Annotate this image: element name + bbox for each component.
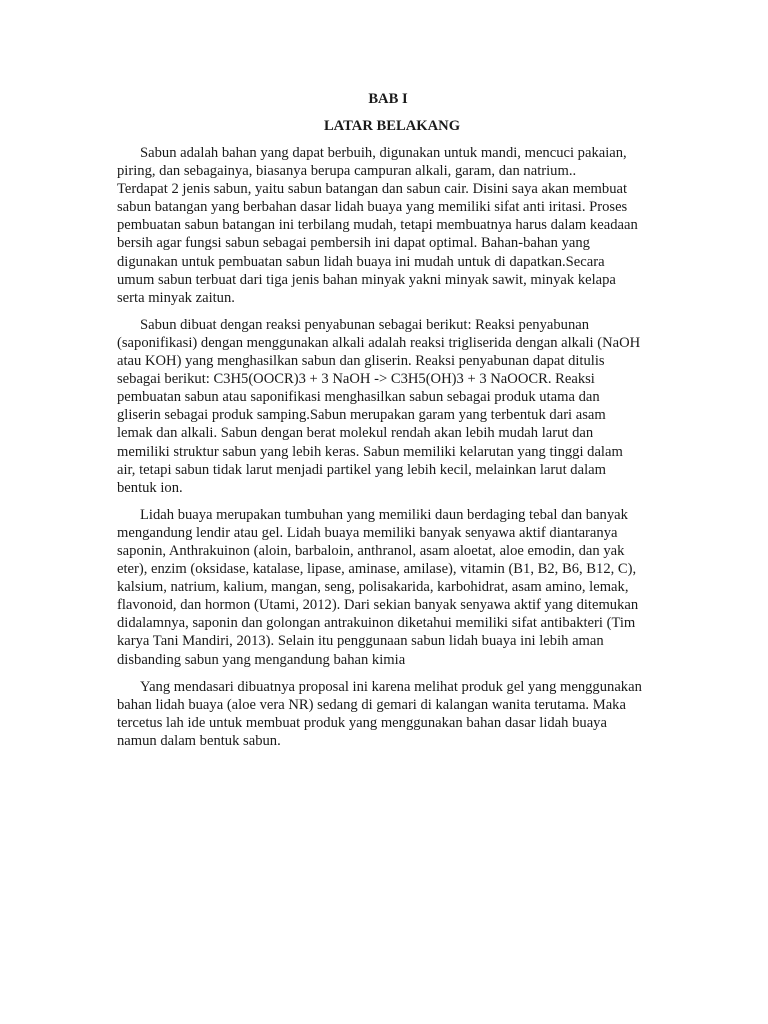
paragraph-line: (saponifikasi) dengan menggunakan alkali adalah reaksi trigliserida dengan alkali (NaOH xyxy=(117,334,641,351)
paragraph-line: gliserin sebagai produk samping.Sabun merupakan garam yang terbentuk dari asam xyxy=(117,407,606,424)
document-body xyxy=(117,144,679,759)
paragraph-line: Lidah buaya merupakan tumbuhan yang memiliki daun berdaging tebal dan banyak xyxy=(140,506,628,523)
paragraph-line: sabun batangan yang berbahan dasar lidah buaya yang memiliki sifat anti iritasi. Proses xyxy=(117,199,628,216)
paragraph-line: bersih agar fungsi sabun sebagai pembersih ini dapat optimal. Bahan-bahan yang xyxy=(117,235,590,252)
paragraph-line: serta minyak zaitun. xyxy=(117,289,235,306)
paragraph-3 xyxy=(117,506,679,669)
paragraph-line: Yang mendasari dibuatnya proposal ini karena melihat produk gel yang menggunakan xyxy=(140,678,642,695)
paragraph-line: tercetus lah ide untuk membuat produk yang menggunakan bahan dasar lidah buaya xyxy=(117,714,607,731)
paragraph-line: atau KOH) yang menghasilkan sabun dan gliserin. Reaksi penyabunan dapat ditulis xyxy=(117,353,605,370)
paragraph-4 xyxy=(117,678,679,750)
paragraph-line: pembuatan sabun batangan ini terbilang mudah, tetapi membuatnya harus dalam keadaan xyxy=(117,217,638,234)
paragraph-1 xyxy=(117,144,679,307)
paragraph-line: bahan lidah buaya (aloe vera NR) sedang di gemari di kalangan wanita terutama. Maka xyxy=(117,696,626,713)
paragraph-line: disbanding sabun yang mengandung bahan kimia xyxy=(117,651,406,668)
paragraph-line: sebagai berikut: C3H5(OOCR)3 + 3 NaOH -> C3H5(OH)3 + 3 NaOOCR. Reaksi xyxy=(117,371,595,388)
paragraph-line: air, tetapi sabun tidak larut menjadi partikel yang lebih kecil, melainkan larut dalam xyxy=(117,461,606,478)
paragraph-line: pembuatan sabun atau saponifikasi menghasilkan sabun sebagai produk utama dan xyxy=(117,389,600,406)
paragraph-line: flavonoid, dan hormon (Utami, 2012). Dari sekian banyak senyawa aktif yang ditemukan xyxy=(117,597,639,614)
paragraph-line: Sabun adalah bahan yang dapat berbuih, digunakan untuk mandi, mencuci pakaian, xyxy=(140,145,627,161)
paragraph-line: kalsium, natrium, kalium, mangan, seng, polisakarida, karbohidrat, asam amino, lemak, xyxy=(117,579,629,596)
paragraph-line: mengandung lendir atau gel. Lidah buaya memiliki banyak senyawa aktif diantaranya xyxy=(117,524,618,541)
paragraph-line: Sabun dibuat dengan reaksi penyabunan sebagai berikut: Reaksi penyabunan xyxy=(140,316,590,333)
paragraph-line: karya Tani Mandiri, 2013). Selain itu penggunaan sabun lidah buaya ini lebih aman xyxy=(117,633,604,650)
paragraph-line: digunakan untuk pembuatan sabun lidah buaya ini mudah untuk di dapatkan.Secara xyxy=(117,253,605,270)
paragraph-line: memiliki struktur sabun yang lebih keras. Sabun memiliki kelarutan yang tinggi dalam xyxy=(117,443,623,460)
paragraph-line: namun dalam bentuk sabun. xyxy=(117,732,281,749)
section-title: LATAR BELAKANG xyxy=(323,118,461,134)
paragraph-2 xyxy=(117,316,679,497)
paragraph-line: piring, dan sebagainya, biasanya berupa campuran alkali, garam, dan natrium.. xyxy=(117,163,577,180)
paragraph-line: bentuk ion. xyxy=(117,479,183,496)
paragraph-line: umum sabun terbuat dari tiga jenis bahan minyak yakni minyak sawit, minyak kelapa xyxy=(117,271,616,288)
paragraph-line: saponin, Anthrakuinon (aloin, barbaloin, anthranol, asam aloetat, aloe emodin, dan yak xyxy=(117,542,625,559)
paragraph-line: lemak dan alkali. Sabun dengan berat molekul rendah akan lebih mudah larut dan xyxy=(117,425,594,442)
paragraph-line: eter), enzim (oksidase, katalase, lipase, aminase, amilase), vitamin (B1, B2, B6, B12, C), xyxy=(117,561,637,578)
paragraph-line: Terdapat 2 jenis sabun, yaitu sabun batangan dan sabun cair. Disini saya akan membuat xyxy=(117,181,628,198)
chapter-heading: BAB I xyxy=(368,91,408,107)
paragraph-line: didalamnya, saponin dan golongan antrakuinon diketahui memiliki sifat antibakteri (Tim xyxy=(117,615,636,632)
